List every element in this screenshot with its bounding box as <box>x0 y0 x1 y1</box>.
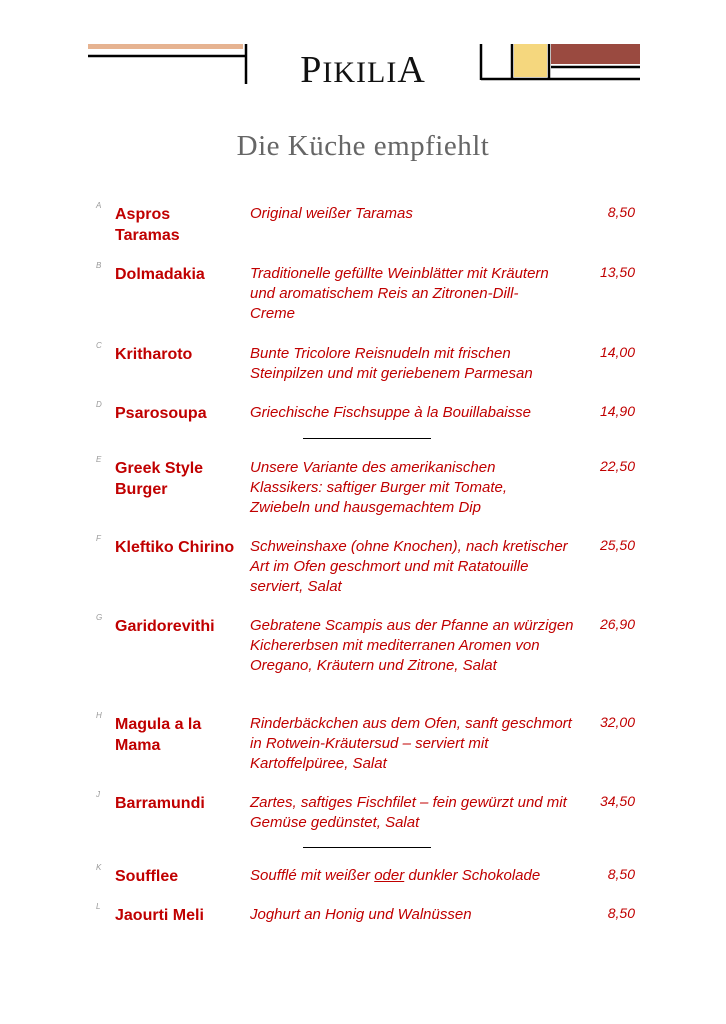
item-price: 25,50 <box>599 537 635 553</box>
item-letter: G <box>96 613 103 622</box>
item-description: Zartes, saftiges Fischfilet – fein gewürzt und mit Gemüse gedünstet, Salat <box>250 794 567 831</box>
item-letter: A <box>96 201 102 210</box>
item-price: 22,50 <box>599 458 635 474</box>
item-letter: B <box>96 261 102 270</box>
item-name: Psarosoupa <box>115 405 207 422</box>
item-name: Aspros Taramas <box>115 206 180 244</box>
item-description: Rinderbäckchen aus dem Ofen, sanft geschmort in Rotwein-Kräutersud – serviert mit Kartoffelpüree, Salat <box>250 715 572 772</box>
white-block <box>496 44 509 77</box>
header-banner <box>0 0 726 100</box>
item-price: 34,50 <box>599 793 635 809</box>
item-letter: C <box>96 341 102 350</box>
item-description: Unsere Variante des amerikanischen Klassikers: saftiger Burger mit Tomate, Zwiebeln und hausgemachtem Dip <box>250 459 508 516</box>
item-price: 14,90 <box>599 403 635 419</box>
section-divider <box>303 847 431 848</box>
item-name: Dolmadakia <box>115 266 205 283</box>
item-letter: L <box>96 902 101 911</box>
salmon-bar <box>88 44 243 49</box>
item-description: Griechische Fischsuppe à la Bouillabaisse <box>250 404 531 421</box>
item-letter: D <box>96 400 102 409</box>
yellow-block <box>514 44 547 77</box>
item-name: Barramundi <box>115 795 205 812</box>
item-letter: E <box>96 455 102 464</box>
item-letter: K <box>96 863 102 872</box>
item-letter: H <box>96 711 102 720</box>
section-divider <box>303 438 431 439</box>
item-price: 8,50 <box>607 866 635 882</box>
item-name: Kritharoto <box>115 346 193 363</box>
item-description: Gebratene Scampis aus der Pfanne an würzigen Kichererbsen mit mediterranen Aromen von Oregano, Kräutern und Zitrone, Salat <box>250 617 574 674</box>
underlined-word: oder <box>374 867 405 884</box>
item-price: 8,50 <box>607 204 635 220</box>
item-letter: J <box>96 790 100 799</box>
item-name: Garidorevithi <box>115 618 215 635</box>
brown-block <box>551 44 640 64</box>
item-description: Traditionelle gefüllte Weinblätter mit Kräutern und aromatischem Reis an Zitronen-Dill-Creme <box>250 265 549 322</box>
item-description: Joghurt an Honig und Walnüssen <box>250 906 472 923</box>
item-price: 26,90 <box>599 616 635 632</box>
item-price: 8,50 <box>607 905 635 921</box>
page-title: Die Küche empfiehlt <box>236 130 490 162</box>
item-price: 13,50 <box>599 264 635 280</box>
item-name: Jaourti Meli <box>115 907 204 924</box>
item-name: Greek Style Burger <box>115 460 204 498</box>
item-price: 14,00 <box>599 344 635 360</box>
item-description: Schweinshaxe (ohne Knochen), nach kretischer Art im Ofen geschmort und mit Ratatouille serviert, Salat <box>250 538 568 595</box>
item-description: Original weißer Taramas <box>250 205 413 222</box>
item-name: Soufflee <box>115 868 179 885</box>
brand-logo: PIKILIA <box>300 49 426 91</box>
item-price: 32,00 <box>599 714 635 730</box>
item-description: Soufflé mit weißer oder dunkler Schokolade <box>250 867 541 884</box>
item-letter: F <box>96 534 101 543</box>
item-name: Kleftiko Chirino <box>115 539 235 556</box>
item-description: Bunte Tricolore Reisnudeln mit frischen Steinpilzen und mit geriebenem Parmesan <box>250 345 533 382</box>
item-name: Magula a la Mama <box>115 716 202 754</box>
